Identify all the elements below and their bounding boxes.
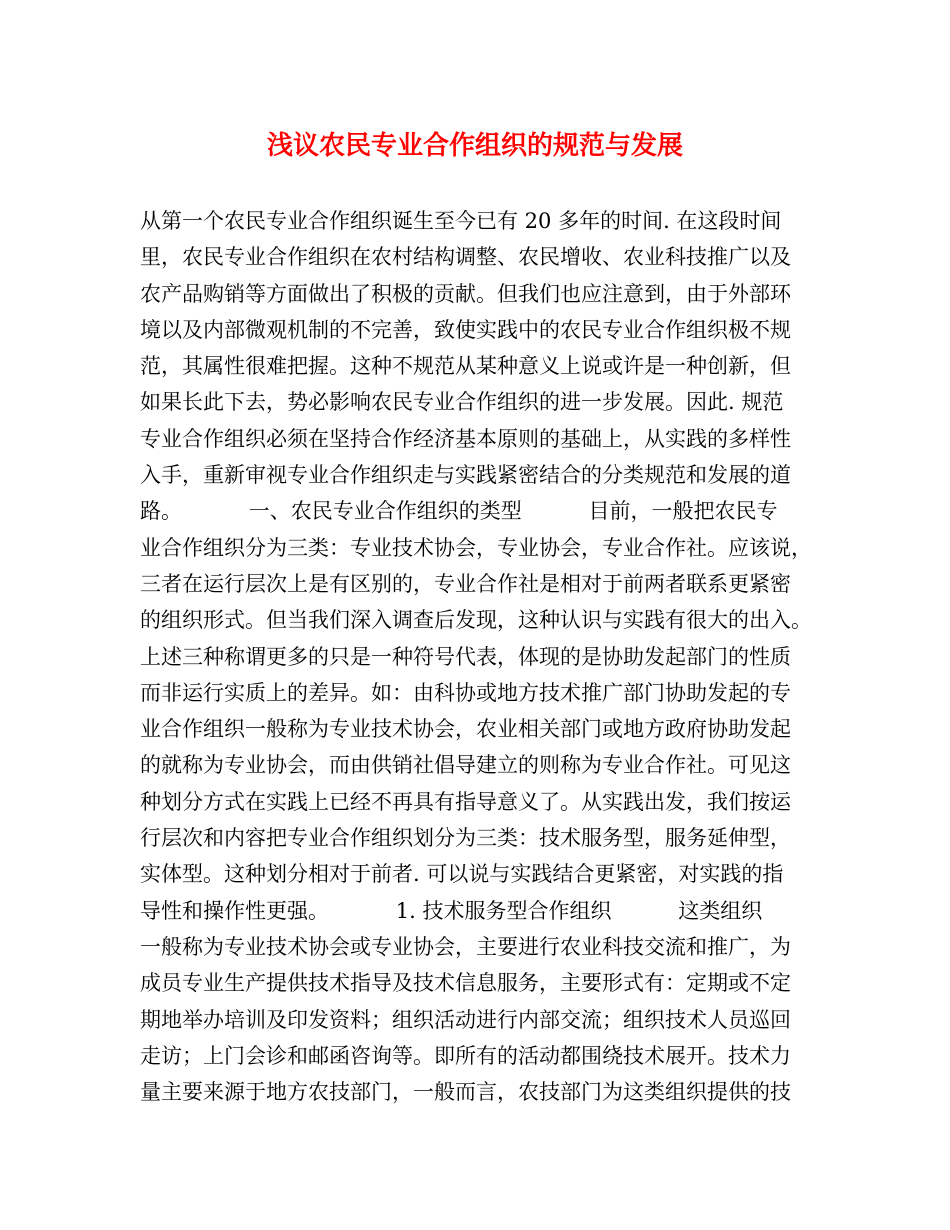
document-title: 浅议农民专业合作组织的规范与发展 (266, 131, 683, 161)
body-line: 一般称为专业技术协会或专业协会，主要进行农业科技交流和推广，为 (140, 934, 791, 959)
body-line: 而非运行实质上的差异。如：由科协或地方技术推广部门协助发起的专 (140, 680, 791, 705)
body-line: 路。 一、农民专业合作组织的类型 目前，一般把农民专 (140, 499, 778, 524)
body-line: 的就称为专业协会，而由供销社倡导建立的则称为专业合作社。可见这 (140, 753, 791, 778)
body-line: 走访；上门会诊和邮函咨询等。即所有的活动都围绕技术展开。技术力 (140, 1043, 791, 1068)
body-line: 农产品购销等方面做出了积极的贡献。但我们也应注意到，由于外部环 (140, 281, 791, 306)
body-line: 的组织形式。但当我们深入调查后发现，这种认识与实践有很大的出入。 (140, 608, 812, 633)
body-line: 如果长此下去，势必影响农民专业合作组织的进一步发展。因此. 规范 (140, 390, 784, 415)
body-line: 三者在运行层次上是有区别的，专业合作社是相对于前两者联系更紧密 (140, 571, 791, 596)
body-line: 上述三种称谓更多的只是一种符号代表，体现的是协助发起部门的性质 (140, 644, 791, 669)
body-line: 量主要来源于地方农技部门，一般而言，农技部门为这类组织提供的技 (140, 1080, 791, 1105)
body-line: 范，其属性很难把握。这种不规范从某种意义上说或许是一种创新，但 (140, 354, 791, 379)
body-line: 业合作组织分为三类：专业技术协会，专业协会，专业合作社。应该说， (140, 535, 812, 560)
body-line: 成员专业生产提供技术指导及技术信息服务，主要形式有：定期或不定 (140, 971, 791, 996)
body-line: 从第一个农民专业合作组织诞生至今已有 20 多年的时间. 在这段时间 (140, 209, 782, 233)
body-line: 境以及内部微观机制的不完善，致使实践中的农民专业合作组织极不规 (140, 317, 791, 342)
body-line: 期地举办培训及印发资料；组织活动进行内部交流；组织技术人员巡回 (140, 1007, 791, 1032)
body-line: 里，农民专业合作组织在农村结构调整、农民增收、农业科技推广以及 (140, 245, 791, 270)
body-line: 导性和操作性更强。 1. 技术服务型合作组织 这类组织 (140, 898, 763, 923)
body-line: 业合作组织一般称为专业技术协会，农业相关部门或地方政府协助发起 (140, 717, 791, 742)
document-body (140, 203, 830, 1110)
body-line: 种划分方式在实践上已经不再具有指导意义了。从实践出发，我们按运 (140, 789, 791, 814)
body-line: 实体型。这种划分相对于前者. 可以说与实践结合更紧密，对实践的指 (140, 862, 784, 887)
body-line: 入手，重新审视专业合作组织走与实践紧密结合的分类规范和发展的道 (140, 463, 791, 488)
body-line: 行层次和内容把专业合作组织划分为三类：技术服务型，服务延伸型， (140, 826, 791, 851)
body-line: 专业合作组织必须在坚持合作经济基本原则的基础上，从实践的多样性 (140, 426, 791, 451)
